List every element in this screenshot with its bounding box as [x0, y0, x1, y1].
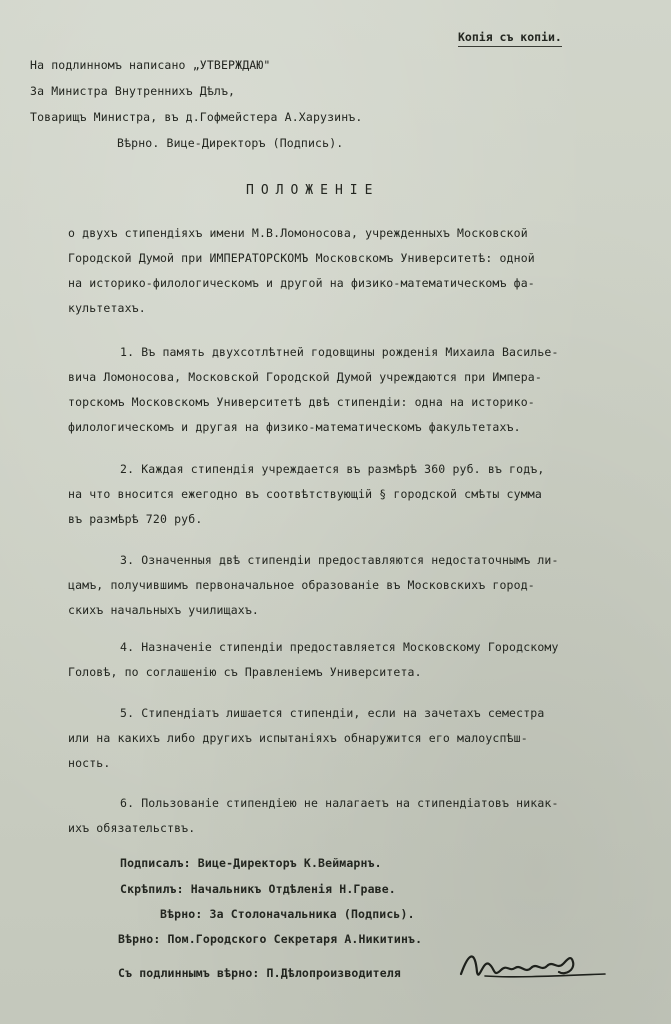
- paragraph-6-line-1: 6. Пользованіе стипендіею не налагаетъ на стипендіатовъ никак-: [120, 796, 559, 810]
- paragraph-1-line-2: вича Ломоносова, Московской Городской Думой учреждаются при Импера-: [68, 370, 542, 384]
- paragraph-2-line-2: на что вносится ежегодно въ соотвѣтствующій § городской смѣты сумма: [68, 487, 542, 501]
- signature-verified-clerk: Вѣрно: За Столоначальника (Подпись).: [160, 907, 415, 921]
- header-line-2: За Министра Внутреннихъ Дѣлъ,: [30, 84, 236, 98]
- paragraph-5-line-1: 5. Стипендіатъ лишается стипендіи, если на зачетахъ семестра: [120, 706, 545, 720]
- header-line-4: Вѣрно. Вице-Директоръ (Подпись).: [117, 136, 344, 150]
- paragraph-2-line-1: 2. Каждая стипендія учреждается въ размѣрѣ 360 руб. въ годъ,: [120, 462, 545, 476]
- paragraph-5-line-3: ность.: [68, 756, 111, 770]
- paragraph-1-line-4: филологическомъ и другая на физико-математическомъ факультетахъ.: [68, 420, 521, 434]
- paragraph-1-line-3: торскомъ Московскомъ Университетѣ двѣ стипендіи: одна на историко-: [68, 395, 535, 409]
- preamble-line-3: на историко-филологическомъ и другой на физико-математическомъ фа-: [68, 276, 535, 290]
- paragraph-5-line-2: или на какихъ либо другихъ испытаніяхъ обнаружится его малоуспѣш-: [68, 731, 528, 745]
- paragraph-3-line-3: скихъ начальныхъ училищахъ.: [68, 603, 259, 617]
- preamble-line-1: о двухъ стипендіяхъ имени М.В.Ломоносова, учрежденныхъ Московской: [68, 226, 528, 240]
- paragraph-3-line-2: цамъ, получившимъ первоначальное образованіе въ Московскихъ город-: [68, 578, 535, 592]
- signature-true-to-original: Съ подлиннымъ вѣрно: П.Дѣлопроизводителя: [118, 966, 401, 980]
- copy-note: Копія съ копіи.: [458, 30, 562, 47]
- handwritten-signature-icon: [455, 942, 615, 992]
- preamble-line-4: культетахъ.: [68, 301, 146, 315]
- signature-signed: Подписалъ: Вице-Директоръ К.Веймарнъ.: [120, 856, 382, 870]
- document-title: ПОЛОЖЕНІЕ: [246, 183, 380, 198]
- preamble-line-2: Городской Думой при ИМПЕРАТОРСКОМЪ Московскомъ Университетѣ: одной: [68, 251, 535, 265]
- signature-countersigned: Скрѣпилъ: Начальникъ Отдѣленія Н.Граве.: [120, 882, 396, 896]
- paragraph-6-line-2: ихъ обязательствъ.: [68, 821, 196, 835]
- paragraph-2-line-3: въ размѣрѣ 720 руб.: [68, 512, 203, 526]
- paragraph-3-line-1: 3. Означенныя двѣ стипендіи предоставляются недостаточнымъ ли-: [120, 553, 559, 567]
- paragraph-1-line-1: 1. Въ память двухсотлѣтней годовщины рожденія Михаила Василье-: [120, 345, 559, 359]
- paragraph-4-line-1: 4. Назначеніе стипендіи предоставляется Московскому Городскому: [120, 640, 559, 654]
- signature-verified-secretary: Вѣрно: Пом.Городского Секретаря А.Никитинъ.: [118, 932, 423, 946]
- header-line-3: Товарищъ Министра, въ д.Гофмейстера А.Харузинъ.: [30, 110, 363, 124]
- paragraph-4-line-2: Головѣ, по соглашенію съ Правленіемъ Университета.: [68, 665, 422, 679]
- header-line-1: На подлинномъ написано „УТВЕРЖДАЮ": [30, 58, 271, 72]
